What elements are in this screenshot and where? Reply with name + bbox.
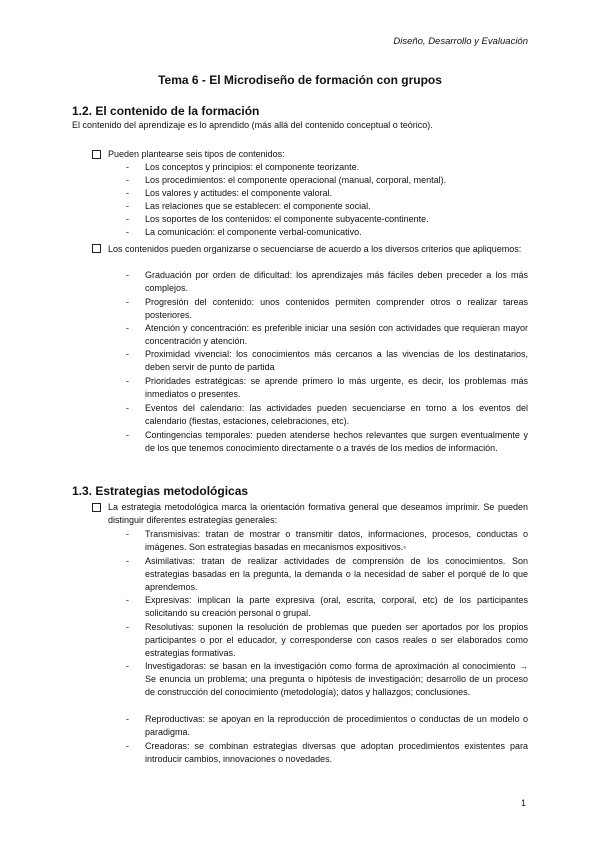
dash-icon: - [126, 297, 129, 307]
dash-icon: - [126, 201, 129, 211]
list-item: Los soportes de los contenidos: el componente subyacente-continente. [145, 214, 429, 224]
list-item: Eventos del calendario: las actividades pueden secuenciarse en torno a los eventos del calendario (fiestas, estaciones, celebraciones, etc). [145, 403, 528, 426]
document-title: Tema 6 - El Microdiseño de formación con grupos [158, 73, 442, 87]
dash-icon: - [126, 376, 129, 386]
dash-icon: - [126, 622, 129, 632]
section-title-1-3: 1.3. Estrategias metodológicas [72, 484, 249, 498]
list-item: Los valores y actitudes: el componente valoral. [145, 188, 333, 198]
dash-icon: - [126, 162, 129, 172]
list-item: Los procedimientos: el componente operacional (manual, corporal, mental). [145, 175, 447, 185]
list-item: Graduación por orden de dificultad: los aprendizajes más fáciles deben preceder a los más complejos. [145, 270, 528, 293]
list-item: Las relaciones que se establecen: el componente social. [145, 201, 371, 211]
list-item: Proximidad vivencial: los conocimientos más cercanos a las vivencias de los destinatarios, deben servir de punto de partida [145, 349, 528, 372]
list-item: Resolutivas: suponen la resolución de problemas que pueden ser aportados por los propios participantes o por el educador, y corresponderse con casos reales o ser elaborados como estrategias formativas. [145, 622, 528, 658]
dash-icon: - [126, 714, 129, 724]
list-item: Asimilativas: tratan de realizar actividades de comprensión de los conocimientos. Son estrategias basadas en la pregunta, la demanda o la necesidad de saber el porqué de lo que aprendemos. [145, 556, 528, 592]
dash-icon: - [126, 595, 129, 605]
dash-icon: - [126, 403, 129, 413]
list-item: Expresivas: implican la parte expresiva (oral, escrita, corporal, etc) de los participantes solicitando su creación personal o grupal. [145, 595, 528, 618]
checkbox-icon [92, 244, 101, 253]
section-1-2-intro: El contenido del aprendizaje es lo aprendido (más allá del contenido conceptual o teórico). [72, 120, 433, 130]
page-number: 1 [520, 798, 526, 808]
dash-icon: - [126, 227, 129, 237]
dash-icon: - [126, 741, 129, 751]
contents-types-intro: Pueden plantearse seis tipos de contenidos: [108, 149, 285, 159]
list-item: La comunicación: el componente verbal-comunicativo. [145, 227, 362, 237]
dash-icon: - [126, 270, 129, 280]
list-item: Progresión del contenido: unos contenidos permiten comprender otros o realizar tareas posteriores. [145, 297, 528, 320]
list-item: Investigadoras: se basan en la investigación como forma de aproximación al conocimiento → Se enuncia un problema; una pregunta o hipótesis de investigación; desarrollo de un proceso de construcción del conocimiento (metodología); datos y hallazgos; conclusiones. [145, 661, 528, 697]
dash-icon: - [126, 556, 129, 566]
checkbox-icon [92, 503, 101, 512]
strategies-intro: La estrategia metodológica marca la orientación formativa general que deseamos imprimir. Se pueden distinguir diferentes estrategias generales: [108, 502, 528, 525]
list-item: Transmisivas: tratan de mostrar o transmitir datos, informaciones, procesos, conductas o imágenes. Son estrategias basadas en mecanismos expositivos.◦ [145, 529, 528, 552]
list-item: Prioridades estratégicas: se aprende primero lo más urgente, es decir, los problemas más inmediatos o presentes. [145, 376, 528, 399]
dash-icon: - [126, 214, 129, 224]
sequencing-intro: Los contenidos pueden organizarse o secuenciarse de acuerdo a los diversos criterios que apliquemos: [108, 244, 522, 254]
list-item: Creadoras: se combinan estrategias diversas que adoptan procedimientos existentes para introducir cambios, innovaciones o novedades. [145, 741, 528, 764]
dash-icon: - [126, 323, 129, 333]
section-title-1-2: 1.2. El contenido de la formación [72, 104, 260, 118]
list-item: Contingencias temporales: pueden atenderse hechos relevantes que surgen eventualmente y de los que tenemos conocimiento directamente o a través de los medios de información. [145, 430, 528, 453]
checkbox-icon [92, 150, 101, 159]
dash-icon: - [126, 529, 129, 539]
list-item: Reproductivas: se apoyan en la reproducción de procedimientos o conductas de un modelo o paradigma. [145, 714, 528, 737]
dash-icon: - [126, 430, 129, 440]
dash-icon: - [126, 175, 129, 185]
dash-icon: - [126, 349, 129, 359]
list-item: Los conceptos y principios: el componente teorizante. [145, 162, 360, 172]
list-item: Atención y concentración: es preferible iniciar una sesión con actividades que requieran mayor concentración y atención. [145, 323, 528, 346]
dash-icon: - [126, 188, 129, 198]
running-header: Diseño, Desarrollo y Evaluación [393, 36, 528, 47]
dash-icon: - [126, 661, 129, 671]
